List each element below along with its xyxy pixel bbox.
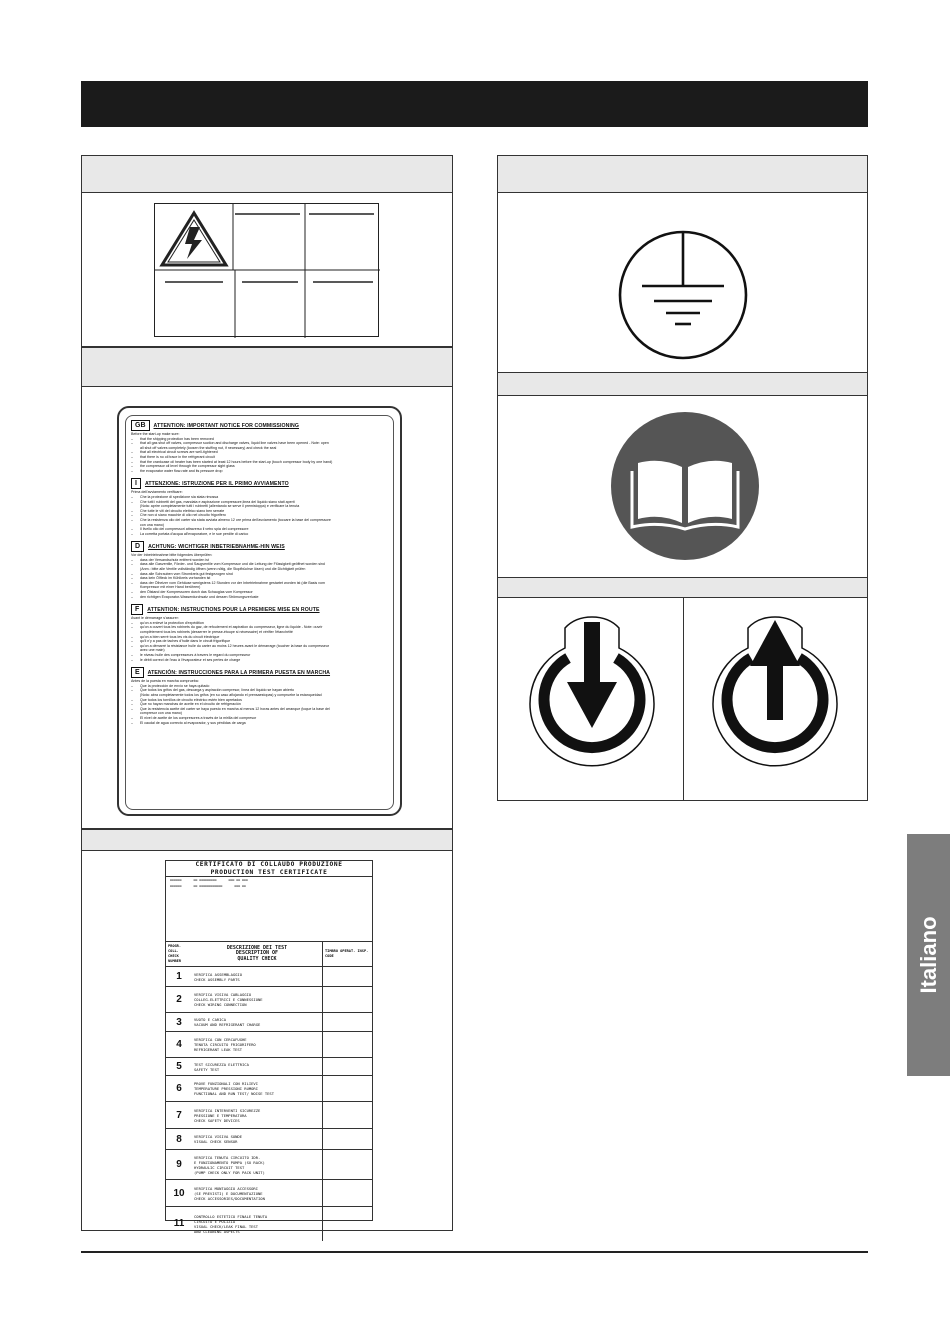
language-side-tab xyxy=(907,834,950,1076)
stamp-cell xyxy=(323,1013,373,1032)
notice-line: El nivel de aceite de los compresores a través de la mirilla del compresor xyxy=(140,715,257,720)
check-description: VERIFICA VISIVA SONDE VISUAL CHECK SENSOR xyxy=(192,1129,323,1150)
notice-title: ATTENTION: INSTRUCTIONS POUR LA PREMIERE MISE EN ROUTE xyxy=(147,606,320,613)
stamp-cell xyxy=(323,967,373,987)
check-description: VERIFICA ASSEMBLAGGIO CHECK ASSEMBLY PARTS xyxy=(192,967,323,987)
check-description: TEST SICUREZZA ELETTRICA SAFETY TEST xyxy=(192,1058,323,1076)
certificate-header-row xyxy=(166,942,372,967)
notice-line: Kompressor mit einer Hand berühren) xyxy=(140,585,201,590)
certificate-table xyxy=(166,941,372,1241)
stamp-cell xyxy=(323,1032,373,1058)
notice-line: that the crankcase oil heater has been started at least 12 hours before the start-up (touch compressor body by one hand) xyxy=(140,459,333,464)
notice-line: dass alle Schrauben vom Stromkreis gut festgezogen sind xyxy=(140,571,233,576)
notice-intro: Avant le démarrage s'assurer: xyxy=(131,616,179,621)
notice-line: La corretta portata d'acqua all'evaporatore, e le sue perdite di carico xyxy=(140,531,249,536)
table-row xyxy=(166,967,372,987)
check-description: CONTROLLO ESTETICO FINALE TENUTA CIRCUITO E PULIZIA VISUAL CHECK/LEAK FINAL TEST AND CLEANING ASPECTS xyxy=(192,1207,323,1241)
notice-line: Que la resistencia aceite del carter se haya puesto en marcha al menos 12 horas antes del arranque (toque la base del xyxy=(140,706,330,711)
check-number: 2 xyxy=(166,987,192,1013)
stamp-cell xyxy=(323,1150,373,1180)
check-description: VERIFICA TENUTA CIRCUITO IDR. E FUNZIONAMENTO POMPA (SU RACK) HYDRAULIC CIRCUIT TEST (PUMP CHECK ONLY FOR PACK UNIT) xyxy=(192,1150,323,1180)
notice-section-es: E ATENCIÓN: INSTRUCCIONES PARA LA PRIMERA PUESTA EN MARCHA Antes de la puesta en marcha comprueba: – Que la protección de envío se haya quitado – Que todos los grifos del gas, descarga y aspiración compresor, línea del líquido se hayan abierto (Nota: abra completamente todos los grifos (en su caso aflojando el prensaestopas) y compruebe la estanqueidad – Que todos los tornillos de circuito eléctrico estén bien apretados – Que no hayan manchas de aceite en el circuito de refrigeración – Que la resistencia aceite del carter se haya puesto en marcha al menos 12 horas antes del arranque (toque la base del compresor con una mano) – El nivel de aceite de los compresores a través de la mirilla del compresor – El caudal de agua correcto al evaporador, y sus pérdidas de carga xyxy=(131,667,388,725)
notice-inner xyxy=(125,415,394,810)
notice-line: Che tutte le viti del circuito elettrico siano ben serrate xyxy=(140,508,225,513)
col-desc-header: DESCRIZIONE DEI TEST DESCRIPTION OF QUALITY CHECK xyxy=(192,942,323,967)
language-tab-label: Italiano xyxy=(915,916,941,994)
language-code: GB xyxy=(131,420,150,431)
notice-line: that all gas shut off valves, compressor suction and discharge valves, liquid line valves have been opened - Note: open xyxy=(140,441,329,446)
notice-line: Que la protección de envío se haya quitado xyxy=(140,683,210,688)
panel-header xyxy=(498,373,867,396)
notice-line: qu'on a démarré la résistance huile du carter au moins 12 heures avant le démarrage (toucher la base du compresseur xyxy=(140,643,330,648)
notice-line: dass alle Gasventile, Förder- und Saugventile vom Kompressor und die Leitung der Flüssigkeit geöffnet worden sind xyxy=(140,562,325,567)
notice-line: compresor con una mano) xyxy=(140,711,182,716)
certificate-meta-lines: ▬▬▬▬▬▬ ▬▬ ▬▬▬▬▬▬▬▬▬ ▬▬▬ ▬▬ ▬▬▬ xyxy=(170,878,248,882)
notice-line: (Nota: abra completamente todos los grifos (en su caso aflojando el prensaestopas) y compruebe la estanqueidad xyxy=(140,692,322,697)
notice-line: Che la protezione di spedizione sia stata rimossa xyxy=(140,494,219,499)
language-code: F xyxy=(131,604,143,615)
check-description: VUOTO E CARICA VACUUM AND REFRIGERANT CHARGE xyxy=(192,1013,323,1032)
check-number: 7 xyxy=(166,1102,192,1129)
notice-line: that the shipping protection has been removed xyxy=(140,436,214,441)
notice-line: Che tutti i rubinetti del gas, mandata e aspirazione compressore,linea del liquido siano stati aperti xyxy=(140,499,295,504)
notice-section-fr: F ATTENTION: INSTRUCTIONS POUR LA PREMIERE MISE EN ROUTE Avant le démarrage s'assurer: – qu'on a enlevé la protection d'expédition – qu'on a ouvert tous les robinets du gaz, de refoulement et aspiration du compresseur, ligne du liquide - Note: ouvrir complètement tous les robinets (desserrer le presse-étoupe si nécessaire) et vérifier l'étanchéité – qu'on a bien serré tous les vis du circuit électrique – qu'il n'y a pas de taches d'huile dans le circuit frigorifique – qu'on a démarré la résistance huile du carter au moins 12 heures avant le démarrage (toucher la base du compresseur avec une main) – le niveau huile des compresseurs à travers le regard du compresseur – le débit correct de l'eau à l'évaporateur et ses pertes de charge xyxy=(131,604,388,662)
notice-line: con una mano) xyxy=(140,522,164,527)
notice-title: ATENCIÓN: INSTRUCCIONES PARA LA PRIMERA PUESTA EN MARCHA xyxy=(147,669,331,676)
notice-intro: Antes de la puesta en marcha comprueba: xyxy=(131,679,199,684)
certificate-meta-lines: ▬▬▬▬▬▬ ▬▬ ▬▬▬▬▬▬▬▬▬▬▬▬ ▬▬▬ ▬▬ xyxy=(170,884,246,888)
notice-intro: Before the start-up make sure: xyxy=(131,432,180,436)
notice-line: qu'on a ouvert tous les robinets du gaz, de refoulement et aspiration du compresseur, ligne du liquide - Note: ouvrir xyxy=(140,625,323,630)
check-description: PROVE FUNZIONALI CON RILIEVI TEMPERATURE PRESSIONI RUMORI FUNCTIONAL AND RUN TEST/ NOISE TEST xyxy=(192,1076,323,1102)
power-symbols-panel xyxy=(497,577,868,801)
check-description: VERIFICA CON CERCAFUGHE TENUTA CIRCUITO FRIGORIFERO REFRIGERANT LEAK TEST xyxy=(192,1032,323,1058)
stamp-cell xyxy=(323,1129,373,1150)
panel-header xyxy=(498,156,867,193)
stamp-cell xyxy=(323,1058,373,1076)
check-number: 10 xyxy=(166,1180,192,1207)
notice-line: dass der Ölheizer vom Gehäuse wenigstens 12 Stunden vor der Inbetriebnahme gestartet worden ist (die Basis vom xyxy=(140,580,325,585)
notice-line: qu'il n'y a pas de taches d'huile dans le circuit frigorifique xyxy=(140,639,231,644)
commissioning-notice xyxy=(117,406,402,816)
panel-divider xyxy=(683,597,684,801)
notice-line: qu'on a bien serré tous les vis du circuit électrique xyxy=(140,634,220,639)
notice-title: ATTENZIONE: ISTRUZIONE PER IL PRIMO AVVIAMENTO xyxy=(144,480,289,487)
table-row xyxy=(166,1102,372,1129)
check-description: VERIFICA INTERVENTI SICUREZZE PRESSIONE E TEMPERATURA CHECK SAFETY DEVICES xyxy=(192,1102,323,1129)
notice-line: that there is no oil trace in the refrigerant circuit xyxy=(140,454,215,459)
table-row xyxy=(166,1058,372,1076)
notice-line: den richtigen Evaporator-Wasserdurchsatz und dessen Strömungsverluste xyxy=(140,594,259,599)
table-row xyxy=(166,987,372,1013)
notice-line: Che non ci siano macchie di olio nel circuito frigorifero xyxy=(140,513,226,518)
notice-section-gb: GB ATTENTION: IMPORTANT NOTICE FOR COMMISSIONING Before the start-up make sure: – that the shipping protection has been removed – that all gas shut off valves, compressor suction and discharge valves, liquid line valves have been opened - Note: open all shut off valves completely (loosen the stuffing nut, if necessary) and check the seal – that all electrical circuit screws are well-tightened – that there is no oil trace in the refrigerant circuit – that the crankcase oil heater has been started at least 12 hours before the start-up (touch compressor body by one hand) – the compressor oil level through the compressor sight glass – the evaporator water flow-rate and its pressure drop xyxy=(131,420,388,473)
check-description: VERIFICA MONTAGGIO ACCESSORI (SE PREVISTI) E DOCUMENTAZIONE CHECK ACCESSORIES/DOCUMENTATION xyxy=(192,1180,323,1207)
notice-section-it: I ATTENZIONE: ISTRUZIONE PER IL PRIMO AVVIAMENTO Prima dell'avviamento verificare: – Che la protezione di spedizione sia stata rimossa – Che tutti i rubinetti del gas, mandata e aspirazione compressore,linea del liquido siano stati aperti (Nota: aprire completamente tutti i rubinetti (allentando se serve il premistoppa) e verificare la tenuta – Che tutte le viti del circuito elettrico siano ben serrate – Che non ci siano macchie di olio nel circuito frigorifero – Che la resistenza olio del carter sia stata avviata almeno 12 ore prima dell'avviamento (toccare la base del compressore con una mano) – Il livello olio del compressori attraverso il vetro spia del compressore – La corretta portata d'acqua all'evaporatore, e le sue perdite di carico xyxy=(131,478,388,536)
notice-intro: Vor der Inbetriebnahme bitte folgendes überprüfen: xyxy=(131,553,213,558)
check-description: VERIFICA VISIVA CABLAGGIO COLLEG.ELETTRICI E CONNESSIONE CHECK WIRING CONNECTION xyxy=(192,987,323,1013)
check-number: 3 xyxy=(166,1013,192,1032)
high-voltage-warning-icon xyxy=(159,210,229,268)
notice-line: the compressor oil level through the compressor sight glass xyxy=(140,464,235,469)
notice-line: qu'on a enlevé la protection d'expédition xyxy=(140,620,204,625)
notice-line: den Ölstand der Kompressoren durch das Schauglas vom Kompressor xyxy=(140,590,253,595)
notice-line: Che la resistenza olio del carter sia stata avviata almeno 12 ore prima dell'avviamento (toccare la base del compressore xyxy=(140,517,331,522)
table-row xyxy=(166,1129,372,1150)
panel-header xyxy=(82,156,452,193)
notice-line: El caudal de agua correcto al evaporador, y sus pérdidas de carga xyxy=(140,720,246,725)
panel-header xyxy=(498,578,867,598)
notice-line: dass der Versandschutz entfernt worden ist xyxy=(140,557,209,562)
notice-intro: Prima dell'avviamento verificare: xyxy=(131,490,183,495)
read-manual-panel xyxy=(497,372,868,578)
certificate-title-it: CERTIFICATO DI COLLAUDO PRODUZIONE xyxy=(195,861,343,868)
table-row xyxy=(166,1013,372,1032)
table-row xyxy=(166,1076,372,1102)
panel-header xyxy=(82,348,452,387)
check-number: 9 xyxy=(166,1150,192,1180)
notice-line: (Nota: aprire completamente tutti i rubinetti (allentando se serve il premistoppa) e verificare la tenuta xyxy=(140,504,300,509)
table-row xyxy=(166,1150,372,1180)
language-code: I xyxy=(131,478,141,489)
panel-header xyxy=(82,830,452,851)
check-number: 11 xyxy=(166,1207,192,1241)
stamp-cell xyxy=(323,1207,373,1241)
certificate-title-en: PRODUCTION TEST CERTIFICATE xyxy=(166,868,372,877)
table-row xyxy=(166,1180,372,1207)
table-row xyxy=(166,1207,372,1241)
notice-line: Il livello olio del compressori attraverso il vetro spia del compressore xyxy=(140,527,249,532)
notice-line: that all electrical circuit screws are well-tightened xyxy=(140,450,218,455)
notice-title: ACHTUNG: WICHTIGER INBETRIEBNAHME-HIN WEIS xyxy=(148,543,285,550)
production-test-certificate xyxy=(165,860,373,1234)
high-voltage-label xyxy=(154,203,379,337)
notice-title: ATTENTION: IMPORTANT NOTICE FOR COMMISSIONING xyxy=(153,422,300,429)
language-code: D xyxy=(131,541,144,552)
stamp-cell xyxy=(323,1102,373,1129)
notice-line: Que todos los tornillos de circuito eléctrico estén bien apretados xyxy=(140,697,242,702)
col-num-header: PROGR. COLL. CHECK NUMBER xyxy=(166,942,192,967)
notice-section-de: D ACHTUNG: WICHTIGER INBETRIEBNAHME-HIN WEIS Vor der Inbetriebnahme bitte folgendes überprüfen: – dass der Versandschutz entfernt worden ist – dass alle Gasventile, Förder- und Saugventile vom Kompressor und die Leitung der Flüssigkeit geöffnet worden sind (Anm.: bitte alle Ventile vollständig öffnen (wenn nötig, die Stopfbüchse lösen) und die Dichtigkeit prüfen – dass alle Schrauben vom Stromkreis gut festgezogen sind – dass kein Ölfleck im Kühlkreis vorhanden ist – dass der Ölheizer vom Gehäuse wenigstens 12 Stunden vor der Inbetriebnahme gestartet worden ist (die Basis vom Kompressor mit einer Hand berühren) – den Ölstand der Kompressoren durch das Schauglas vom Kompressor – den richtigen Evaporator-Wasserdurchsatz und dessen Strömungsverluste xyxy=(131,541,388,599)
notice-line: avec une main) xyxy=(140,648,165,653)
stamp-cell xyxy=(323,987,373,1013)
notice-line: le niveau huile des compresseurs à travers le regard du compresseur xyxy=(140,652,251,657)
stamp-cell xyxy=(323,1076,373,1102)
col-time-header: TIMBRO OPERAT. INSP. CODE xyxy=(323,942,373,967)
notice-line: complètement tous les robinets (desserrer le presse-étoupe si nécessaire) et vérifier l'étanchéité xyxy=(140,630,293,634)
notice-line: (Anm.: bitte alle Ventile vollständig öffnen (wenn nötig, die Stopfbüchse lösen) und die Dichtigkeit prüfen xyxy=(140,567,306,572)
notice-line: Que todos los grifos del gas, descarga y aspiración compresor, línea del líquido se hayan abierto xyxy=(140,688,295,693)
notice-line: the evaporator water flow-rate and its pressure drop xyxy=(140,468,223,473)
read-manual-icon xyxy=(610,411,760,561)
notice-line: dass kein Ölfleck im Kühlkreis vorhanden ist xyxy=(140,576,211,581)
power-off-icon xyxy=(523,614,661,784)
header-bar xyxy=(81,81,868,127)
check-number: 1 xyxy=(166,967,192,987)
earth-symbol-panel xyxy=(497,155,868,373)
stamp-cell xyxy=(323,1180,373,1207)
language-code: E xyxy=(131,667,144,678)
check-number: 5 xyxy=(166,1058,192,1076)
notice-line: all shut off valves completely (loosen the stuffing nut, if necessary) and check the seal xyxy=(140,445,277,450)
power-on-icon xyxy=(706,614,844,784)
check-number: 4 xyxy=(166,1032,192,1058)
check-number: 6 xyxy=(166,1076,192,1102)
footer-rule xyxy=(81,1251,868,1253)
notice-line: Que no hayan manchas de aceite en el circuito de refrigeración xyxy=(140,702,241,707)
notice-line: le débit correct de l'eau à l'évaporateur et ses pertes de charge xyxy=(140,657,241,662)
table-row xyxy=(166,1032,372,1058)
protective-earth-icon xyxy=(614,230,752,360)
check-number: 8 xyxy=(166,1129,192,1150)
